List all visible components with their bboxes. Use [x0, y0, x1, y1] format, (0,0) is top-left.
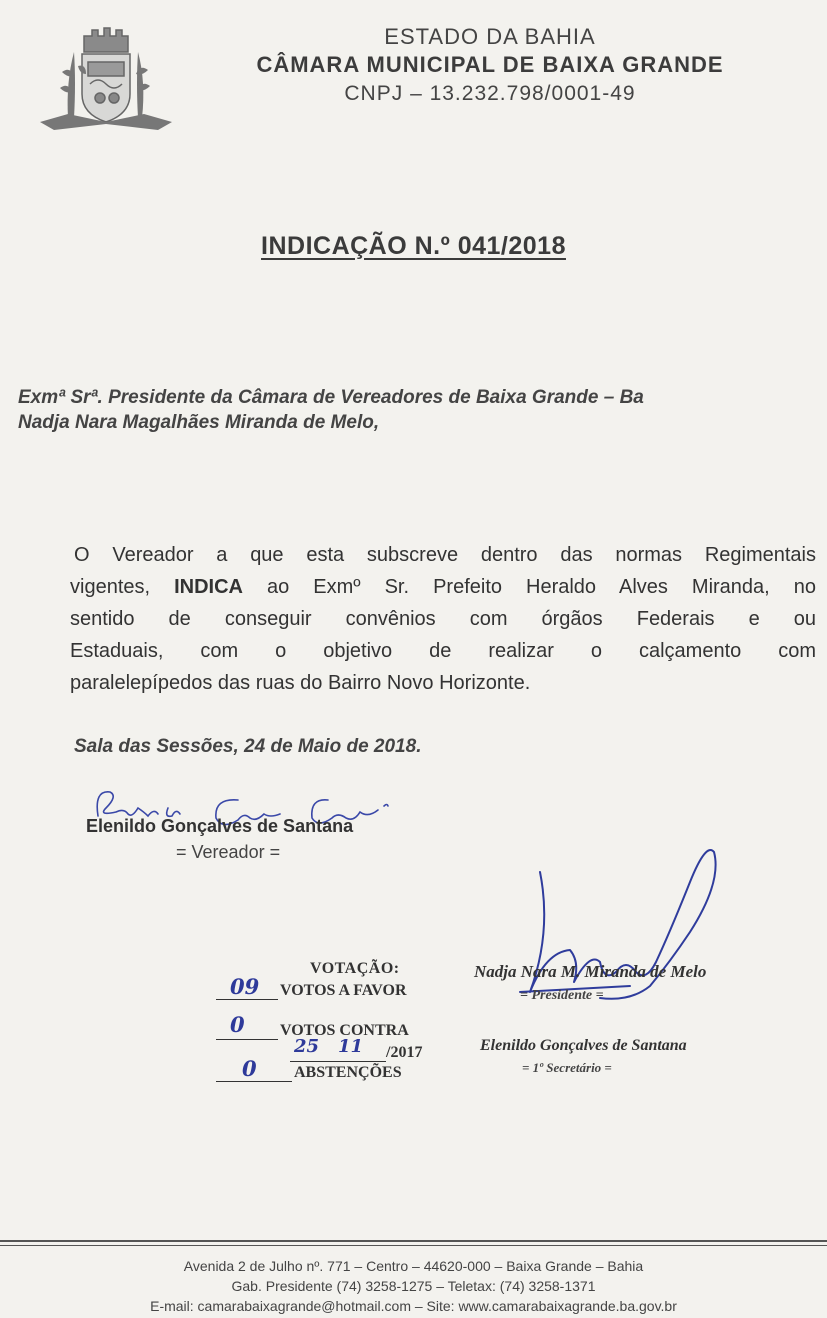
voting-title: VOTAÇÃO:: [310, 960, 400, 977]
chamber-name: CÂMARA MUNICIPAL DE BAIXA GRANDE: [256, 52, 724, 77]
abstentions-blank: [216, 1056, 292, 1082]
votes-favor-value: 09: [230, 974, 260, 999]
votes-against-blank: [216, 1012, 278, 1040]
state-name: ESTADO DA BAHIA: [384, 24, 596, 49]
footer-contact: E-mail: camarabaixagrande@hotmail.com – Site: www.camarabaixagrande.ba.gov.br: [150, 1298, 677, 1314]
voting-date: [290, 1036, 423, 1062]
body-paragraph: [70, 539, 816, 699]
councilor-role: = Vereador =: [176, 842, 281, 862]
voting-date-day: 25: [294, 1036, 320, 1057]
body-line: Estaduais, com o objetivo de realizar o calçamento com: [70, 640, 816, 662]
footer: [0, 1256, 827, 1316]
votes-favor-row: [216, 974, 407, 1000]
body-line: paralelepípedos das ruas do Bairro Novo Horizonte.: [70, 672, 531, 694]
votes-favor-label: VOTOS A FAVOR: [280, 982, 407, 999]
abstentions-label: ABSTENÇÕES: [294, 1064, 402, 1081]
body-line: O Vereador a que esta subscreve dentro das normas Regimentais: [74, 544, 816, 566]
votes-favor-blank: [216, 974, 278, 1000]
president-signature-icon: [500, 822, 730, 1012]
secretary-name: Elenildo Gonçalves de Santana: [480, 1037, 687, 1054]
footer-address: Avenida 2 de Julho nº. 771 – Centro – 44620-000 – Baixa Grande – Bahia: [183, 1258, 644, 1274]
president-role: = Presidente =: [520, 988, 604, 1003]
votes-against-value: 0: [230, 1012, 245, 1037]
votes-against-label: VOTOS CONTRA: [280, 1022, 409, 1039]
abstentions-row: [216, 1056, 402, 1082]
cnpj-number: CNPJ – 13.232.798/0001-49: [344, 82, 636, 105]
footer-divider: [0, 1240, 827, 1246]
session-date: Sala das Sessões, 24 de Maio de 2018.: [74, 736, 422, 757]
abstentions-value: 0: [242, 1056, 257, 1081]
addressee: [18, 385, 808, 435]
municipal-crest-icon: [38, 22, 174, 130]
president-name: Nadja Nara M. Miranda de Melo: [474, 962, 707, 981]
addressee-line: Exmª Srª. Presidente da Câmara de Vereadores de Baixa Grande – Ba: [18, 387, 644, 408]
document-title: INDICAÇÃO N.º 041/2018: [261, 232, 566, 260]
voting-date-month: 11: [338, 1036, 364, 1057]
secretary-role: = 1º Secretário =: [522, 1060, 612, 1075]
addressee-name: Nadja Nara Magalhães Miranda de Melo,: [18, 412, 380, 433]
body-line: vigentes, INDICA ao Exmº Sr. Prefeito Heraldo Alves Miranda, no: [70, 576, 816, 598]
voting-date-year: /2017: [386, 1044, 423, 1061]
body-line: sentido de conseguir convênios com órgãos Federais e ou: [70, 608, 816, 630]
letterhead: [200, 24, 780, 108]
footer-phones: Gab. Presidente (74) 3258-1275 – Teletax: (74) 3258-1371: [231, 1278, 596, 1294]
councilor-name: Elenildo Gonçalves de Santana: [86, 816, 354, 836]
